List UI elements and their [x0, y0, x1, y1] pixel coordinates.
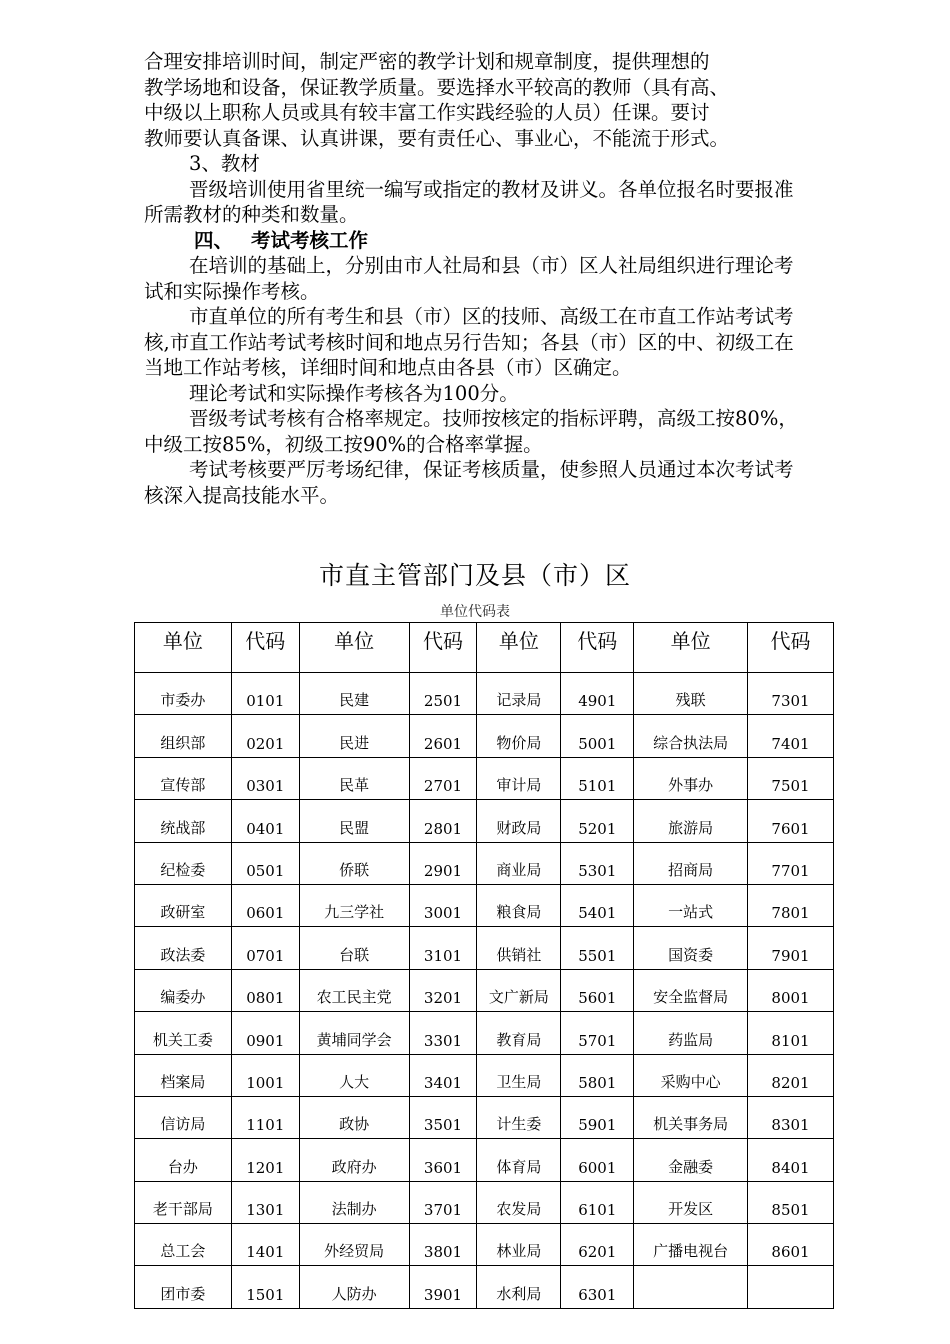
unit-code-cell: 3701: [409, 1181, 477, 1223]
unit-code-cell: 5601: [561, 969, 634, 1011]
unit-name-cell: 机关事务局: [634, 1096, 748, 1138]
unit-name-cell: 计生委: [477, 1096, 561, 1138]
unit-name-cell: 卫生局: [477, 1054, 561, 1096]
unit-code-cell: 5401: [561, 884, 634, 926]
unit-name-cell: 人大: [299, 1054, 409, 1096]
table-row: [135, 1224, 834, 1266]
unit-code-cell: 6201: [561, 1224, 634, 1266]
text-line: 教学场地和设备，保证教学质量。要选择水平较高的教师（具有高、: [144, 75, 730, 99]
unit-code-cell: 1101: [231, 1096, 299, 1138]
paragraph-exam-score: 理论考试和实际操作考核各为100分。: [189, 381, 519, 405]
unit-name-cell: 国资委: [634, 927, 748, 969]
table-row: [135, 1012, 834, 1054]
table-title: 市直主管部门及县（市）区: [318, 561, 631, 590]
unit-name-cell: 人防办: [299, 1266, 409, 1308]
unit-name-cell: 教育局: [477, 1012, 561, 1054]
unit-name-cell: 商业局: [477, 842, 561, 884]
unit-name-cell: 一站式: [634, 884, 748, 926]
unit-name-cell: 采购中心: [634, 1054, 748, 1096]
unit-name-cell: 林业局: [477, 1224, 561, 1266]
unit-name-cell: 编委办: [135, 969, 232, 1011]
unit-code-table: [134, 622, 834, 1309]
unit-code-cell: 3501: [409, 1096, 477, 1138]
header-unit: 单位: [135, 623, 232, 673]
unit-code-cell: 8501: [748, 1181, 834, 1223]
unit-name-cell: [634, 1266, 748, 1308]
unit-code-cell: 0501: [231, 842, 299, 884]
unit-name-cell: 开发区: [634, 1181, 748, 1223]
unit-name-cell: 水利局: [477, 1266, 561, 1308]
table-row: [135, 1139, 834, 1181]
unit-name-cell: 法制办: [299, 1181, 409, 1223]
text-line: 合理安排培训时间，制定严密的教学计划和规章制度，提供理想的: [144, 50, 710, 73]
unit-code-cell: 5201: [561, 800, 634, 842]
unit-name-cell: 侨联: [299, 842, 409, 884]
unit-name-cell: 团市委: [135, 1266, 232, 1308]
unit-name-cell: 老干部局: [135, 1181, 232, 1223]
unit-name-cell: 旅游局: [634, 800, 748, 842]
unit-code-cell: 0101: [231, 673, 299, 715]
unit-code-cell: [748, 1266, 834, 1308]
unit-name-cell: 招商局: [634, 842, 748, 884]
unit-name-cell: 农发局: [477, 1181, 561, 1223]
unit-code-cell: 7501: [748, 757, 834, 799]
unit-name-cell: 纪检委: [135, 842, 232, 884]
unit-name-cell: 政府办: [299, 1139, 409, 1181]
unit-code-cell: 2801: [409, 800, 477, 842]
unit-name-cell: 外事办: [634, 757, 748, 799]
table-row: [135, 1181, 834, 1223]
body-text: [144, 49, 808, 508]
unit-code-cell: 6101: [561, 1181, 634, 1223]
unit-code-cell: 8301: [748, 1096, 834, 1138]
header-code: 代码: [561, 623, 634, 673]
unit-name-cell: 粮食局: [477, 884, 561, 926]
unit-name-cell: 物价局: [477, 715, 561, 757]
table-row: [135, 884, 834, 926]
unit-name-cell: 民革: [299, 757, 409, 799]
unit-code-cell: 5901: [561, 1096, 634, 1138]
section-title: 考试考核工作: [251, 228, 369, 252]
table-row: [135, 842, 834, 884]
unit-code-cell: 5501: [561, 927, 634, 969]
unit-code-cell: 1401: [231, 1224, 299, 1266]
paragraph-discipline: 考试考核要严厉考场纪律，保证考核质量，使参照人员通过本次考试考核深入提高技能水平。: [144, 458, 794, 507]
text-line: 中级以上职称人员或具有较丰富工作实践经验的人员）任课。要讨: [144, 101, 710, 124]
unit-code-cell: 7701: [748, 842, 834, 884]
unit-code-cell: 5001: [561, 715, 634, 757]
unit-name-cell: 综合执法局: [634, 715, 748, 757]
unit-name-cell: 体育局: [477, 1139, 561, 1181]
unit-code-cell: 3101: [409, 927, 477, 969]
unit-name-cell: 安全监督局: [634, 969, 748, 1011]
table-header-row: [135, 623, 834, 673]
unit-code-cell: 0801: [231, 969, 299, 1011]
unit-name-cell: 组织部: [135, 715, 232, 757]
section-number: 四、: [194, 228, 234, 252]
unit-code-cell: 0201: [231, 715, 299, 757]
unit-code-cell: 3201: [409, 969, 477, 1011]
table-subtitle: 单位代码表: [440, 604, 510, 620]
unit-name-cell: 药监局: [634, 1012, 748, 1054]
paragraph-exam-organization: 在培训的基础上，分别由市人社局和县（市）区人社局组织进行理论考试和实际操作考核。: [144, 254, 794, 303]
unit-name-cell: 统战部: [135, 800, 232, 842]
unit-code-cell: 8101: [748, 1012, 834, 1054]
unit-code-cell: 4901: [561, 673, 634, 715]
unit-code-cell: 8001: [748, 969, 834, 1011]
unit-code-cell: 3801: [409, 1224, 477, 1266]
unit-name-cell: 黄埔同学会: [299, 1012, 409, 1054]
unit-code-cell: 7801: [748, 884, 834, 926]
unit-code-cell: 5101: [561, 757, 634, 799]
unit-code-cell: 0601: [231, 884, 299, 926]
unit-code-cell: 2501: [409, 673, 477, 715]
unit-code-cell: 1201: [231, 1139, 299, 1181]
unit-name-cell: 民进: [299, 715, 409, 757]
text-line: 教师要认真备课、认真讲课，要有责任心、事业心，不能流于形式。: [144, 126, 730, 150]
header-unit: 单位: [477, 623, 561, 673]
table-row: [135, 1266, 834, 1308]
unit-name-cell: 档案局: [135, 1054, 232, 1096]
unit-code-cell: 7301: [748, 673, 834, 715]
unit-code-cell: 0301: [231, 757, 299, 799]
table-row: [135, 969, 834, 1011]
table-body: [135, 673, 834, 1309]
unit-name-cell: 财政局: [477, 800, 561, 842]
unit-name-cell: 残联: [634, 673, 748, 715]
paragraph-pass-rate: 晋级考试考核有合格率规定。技师按核定的指标评聘，高级工按80%，中级工按85%，初级工按90%的合格率掌握。: [144, 407, 798, 456]
table-row: [135, 927, 834, 969]
unit-code-cell: 5801: [561, 1054, 634, 1096]
table-row: [135, 715, 834, 757]
unit-code-cell: 6301: [561, 1266, 634, 1308]
unit-name-cell: 总工会: [135, 1224, 232, 1266]
unit-code-cell: 3601: [409, 1139, 477, 1181]
unit-code-cell: 7401: [748, 715, 834, 757]
paragraph-textbook: 晋级培训使用省里统一编写或指定的教材及讲义。各单位报名时要报准所需教材的种类和数量。: [144, 177, 794, 226]
unit-code-cell: 8401: [748, 1139, 834, 1181]
unit-code-cell: 0901: [231, 1012, 299, 1054]
unit-code-cell: 1501: [231, 1266, 299, 1308]
unit-code-cell: 0701: [231, 927, 299, 969]
unit-name-cell: 九三学社: [299, 884, 409, 926]
unit-code-cell: 6001: [561, 1139, 634, 1181]
table-row: [135, 673, 834, 715]
unit-name-cell: 市委办: [135, 673, 232, 715]
unit-code-cell: 5301: [561, 842, 634, 884]
section-heading: [144, 228, 808, 254]
unit-name-cell: 文广新局: [477, 969, 561, 1011]
unit-name-cell: 外经贸局: [299, 1224, 409, 1266]
table-row: [135, 1096, 834, 1138]
unit-name-cell: 记录局: [477, 673, 561, 715]
header-unit: 单位: [634, 623, 748, 673]
unit-name-cell: 金融委: [634, 1139, 748, 1181]
unit-name-cell: 政研室: [135, 884, 232, 926]
header-code: 代码: [409, 623, 477, 673]
unit-name-cell: 供销社: [477, 927, 561, 969]
header-unit: 单位: [299, 623, 409, 673]
unit-name-cell: 广播电视台: [634, 1224, 748, 1266]
unit-name-cell: 信访局: [135, 1096, 232, 1138]
header-code: 代码: [231, 623, 299, 673]
unit-name-cell: 农工民主党: [299, 969, 409, 1011]
unit-code-cell: 8601: [748, 1224, 834, 1266]
unit-code-cell: 7601: [748, 800, 834, 842]
subheading-textbook: 3、教材: [189, 152, 260, 175]
unit-name-cell: 政法委: [135, 927, 232, 969]
unit-name-cell: 民盟: [299, 800, 409, 842]
unit-code-cell: 3901: [409, 1266, 477, 1308]
unit-name-cell: 民建: [299, 673, 409, 715]
unit-name-cell: 审计局: [477, 757, 561, 799]
unit-name-cell: 台联: [299, 927, 409, 969]
unit-code-cell: 1301: [231, 1181, 299, 1223]
unit-code-cell: 8201: [748, 1054, 834, 1096]
unit-name-cell: 政协: [299, 1096, 409, 1138]
unit-code-cell: 3001: [409, 884, 477, 926]
unit-code-cell: 3401: [409, 1054, 477, 1096]
unit-code-cell: 0401: [231, 800, 299, 842]
unit-name-cell: 宣传部: [135, 757, 232, 799]
unit-name-cell: 机关工委: [135, 1012, 232, 1054]
unit-code-cell: 1001: [231, 1054, 299, 1096]
paragraph-exam-location: 市直单位的所有考生和县（市）区的技师、高级工在市直工作站考试考核,市直工作站考试考核时间和地点另行告知；各县（市）区的中、初级工在当地工作站考核，详细时间和地点由各县（市）区确定。: [144, 305, 794, 379]
header-code: 代码: [748, 623, 834, 673]
unit-code-cell: 2601: [409, 715, 477, 757]
unit-code-cell: 7901: [748, 927, 834, 969]
unit-code-cell: 2701: [409, 757, 477, 799]
unit-code-cell: 5701: [561, 1012, 634, 1054]
table-row: [135, 800, 834, 842]
unit-name-cell: 台办: [135, 1139, 232, 1181]
unit-code-cell: 2901: [409, 842, 477, 884]
unit-code-cell: 3301: [409, 1012, 477, 1054]
table-row: [135, 757, 834, 799]
table-row: [135, 1054, 834, 1096]
